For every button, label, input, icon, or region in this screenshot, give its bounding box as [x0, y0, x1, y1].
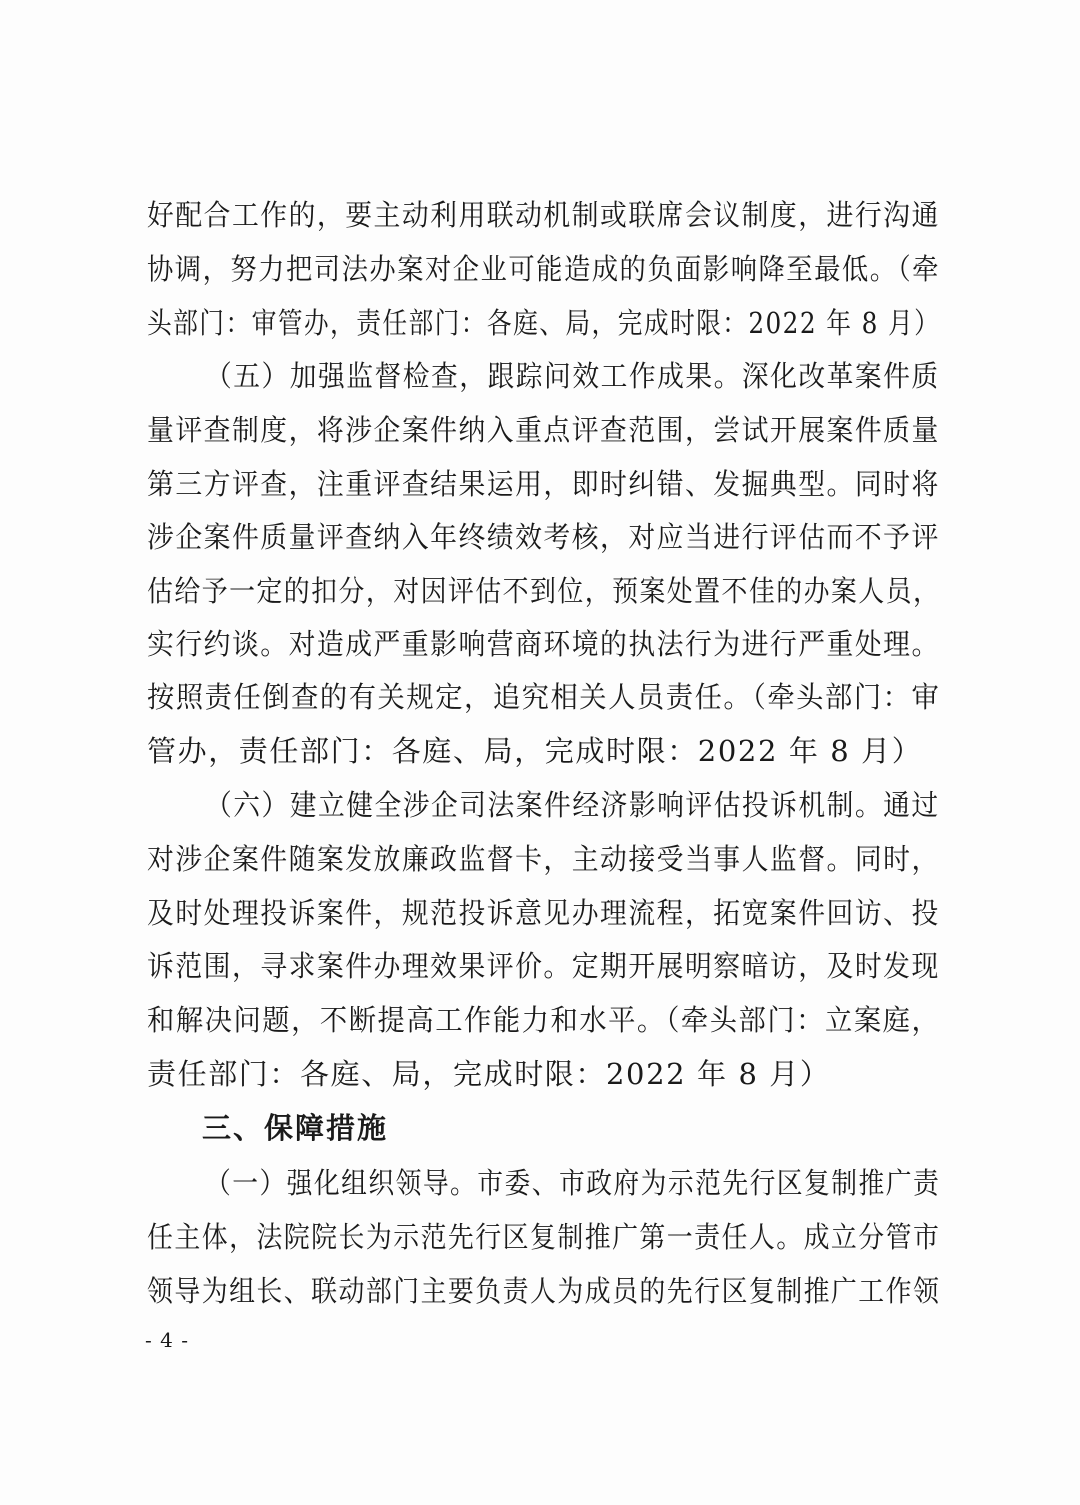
text-line-7: 涉企案件质量评查纳入年终绩效考核，对应当进行评估而不予评	[147, 520, 940, 554]
section-5-start: （五）加强监督检查，跟踪问效工作成果。深化改革案件质	[205, 359, 940, 393]
text-line-17: 责任部门：各庭、局，完成时限：2022 年 8 月）	[147, 1057, 831, 1091]
text-line-21: 领导为组长、联动部门主要负责人为成员的先行区复制推广工作领	[147, 1274, 941, 1308]
text-line-2: 协调，努力把司法办案对企业可能造成的负面影响降至最低。（牵	[147, 252, 940, 286]
text-line-13: 对涉企案件随案发放廉政监督卡，主动接受当事人监督。同时，	[147, 842, 940, 876]
text-line-9: 实行约谈。对造成严重影响营商环境的执法行为进行严重处理。	[147, 627, 940, 661]
text-line-1: 好配合工作的，要主动利用联动机制或联席会议制度，进行沟通	[147, 198, 940, 232]
section-heading: 三、保障措施	[202, 1111, 389, 1145]
text-line-5: 量评查制度，将涉企案件纳入重点评查范围，尝试开展案件质量	[147, 413, 940, 447]
text-line-10: 按照责任倒查的有关规定，追究相关人员责任。（牵头部门：审	[147, 680, 941, 714]
text-line-6: 第三方评查，注重评查结果运用，即时纠错、发掘典型。同时将	[147, 467, 940, 501]
text-line-20: 任主体，法院院长为示范先行区复制推广第一责任人。成立分管市	[147, 1220, 941, 1254]
text-line-3: 头部门：审管办，责任部门：各庭、局，完成时限：2022 年 8 月）	[147, 306, 941, 340]
text-line-8: 估给予一定的扣分，对因评估不到位，预案处置不佳的办案人员，	[147, 574, 941, 608]
section-6-start: （六）建立健全涉企司法案件经济影响评估投诉机制。通过	[205, 788, 940, 822]
text-line-14: 及时处理投诉案件，规范投诉意见办理流程，拓宽案件回访、投	[147, 896, 940, 930]
page-number: - 4 -	[145, 1328, 189, 1352]
subsection-1-start: （一）强化组织领导。市委、市政府为示范先行区复制推广责	[205, 1166, 941, 1200]
text-line-16: 和解决问题，不断提高工作能力和水平。（牵头部门：立案庭，	[147, 1003, 941, 1037]
text-line-15: 诉范围，寻求案件办理效果评价。定期开展明察暗访，及时发现	[147, 949, 940, 983]
text-line-11: 管办，责任部门：各庭、局，完成时限：2022 年 8 月）	[147, 734, 923, 768]
